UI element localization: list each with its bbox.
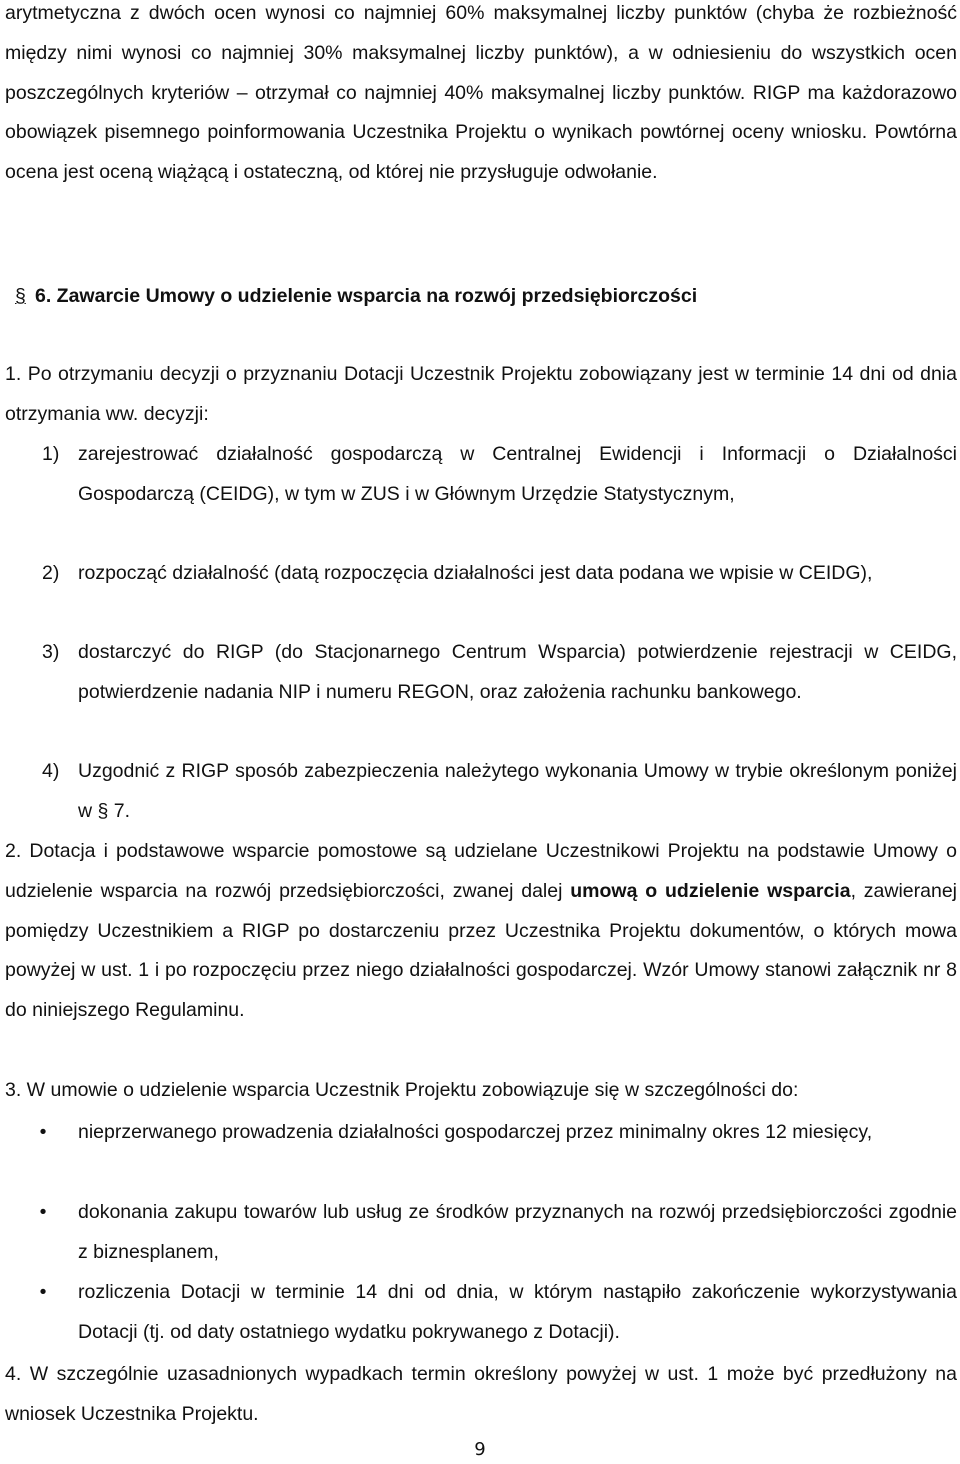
paragraph-2-bold-term: umową o udzielenie wsparcia (570, 879, 851, 902)
section-heading (5, 277, 957, 317)
list-item-text: dostarczyć do RIGP (do Stacjonarnego Centrum Wsparcia) potwierdzenie rejestracji w CEIDG, potwierdzenie nadania NIP i numeru REGON, oraz założenia rachunku bankowego. (78, 641, 957, 703)
list-item (42, 554, 957, 594)
paragraph-4: 4. W szczególnie uzasadnionych wypadkach termin określony powyżej w ust. 1 może być przedłużony na wniosek Uczestnika Projektu. (5, 1363, 957, 1425)
list-item-number: 1) (42, 443, 60, 465)
bullet-item (38, 1193, 957, 1273)
paragraph-2-text-start: 2. Dotacja i podstawowe wsparcie pomostowe są udzielane Uczestnikowi Projektu na podstawie Umowy o udzieleniе wsparcia na rozwój przedsiębiorczości, zwanej dalej (5, 840, 957, 902)
list-item-text: rozpocząć działalność (datą rozpoczęcia działalności jest data podana we wpisie w CEIDG), (78, 562, 873, 584)
paragraph-1: 1. Po otrzymaniu decyzji o przyznaniu Dotacji Uczestnik Projektu zobowiązany jest w terminie 14 dni od dnia otrzymania ww. decyzji: (5, 363, 957, 425)
bullet-item (38, 1273, 957, 1353)
list-item-number: 2) (42, 562, 60, 584)
list-item-text: zarejestrować działalność gospodarczą w Centralnej Ewidencji i Informacji o Działalności Gospodarczą (CEIDG), w tym w ZUS i w Głównym Urzędzie Statystycznym, (78, 443, 957, 505)
bullet-icon: • (39, 1281, 47, 1303)
paragraph-2-text-end: , zawieranej pomiędzy Uczestnikiem a RIGP po dostarczeniu przez Uczestnika Projektu dokumentów, o których mowa powyżej w ust. 1 i po rozpoczęciu przez niego działalności gospodarczej. Wzór Umowy stanowi załącznik nr 8 do niniejszego Regulaminu. (5, 879, 958, 1022)
page-number: 9 (474, 1439, 486, 1460)
list-item-number: 4) (42, 760, 60, 782)
bullet-text: nieprzerwanego prowadzenia działalności gospodarczej przez minimalny okres 12 miesięcy, (78, 1121, 873, 1143)
bullet-icon: • (39, 1201, 47, 1223)
list-item-text: Uzgodnić z RIGP sposób zabezpieczenia należytego wykonania Umowy w trybie określonym poniżej w § 7. (78, 760, 957, 822)
intro-paragraph: arytmetyczna z dwóch ocen wynosi co najmniej 60% maksymalnej liczby punktów (chyba że rozbieżność między nimi wynosi co najmniej 30% maksymalnej liczby punktów), a w odniesieniu do wszystkich ocen poszczególnych kryteriów – otrzymał co najmniej 40% maksymalnej liczby punktów. RIGP ma każdorazowo obowiązek pisemnego poinformowania Uczestnika Projektu o wynikach powtórnej oceny wniosku. Powtórna ocena jest oceną wiążącą i ostateczną, od której nie przysługuje odwołanie. (5, 2, 957, 184)
section-title: 6. Zawarcie Umowy o udzielenie wsparcia na rozwój przedsiębiorczości (35, 285, 698, 307)
list-item (42, 752, 957, 832)
bullet-text: rozliczenia Dotacji w terminie 14 dni od dnia, w którym nastąpiło zakończenie wykorzystywania Dotacji (tj. od daty ostatniego wydatku pokrywanego z Dotacji). (78, 1281, 957, 1343)
bullet-text: dokonania zakupu towarów lub usług ze środków przyznanych na rozwój przedsiębiorczości zgodnie z biznesplanem, (78, 1201, 957, 1263)
bullet-icon: • (39, 1121, 47, 1143)
paragraph-2 (5, 832, 957, 1031)
section-symbol: § (15, 285, 26, 307)
paragraph-3: 3. W umowie o udzielenie wsparcia Uczestnik Projektu zobowiązuje się w szczególności do: (5, 1079, 799, 1101)
list-item (42, 633, 957, 713)
bullet-item (38, 1113, 957, 1153)
list-item (42, 435, 957, 515)
list-item-number: 3) (42, 641, 60, 663)
